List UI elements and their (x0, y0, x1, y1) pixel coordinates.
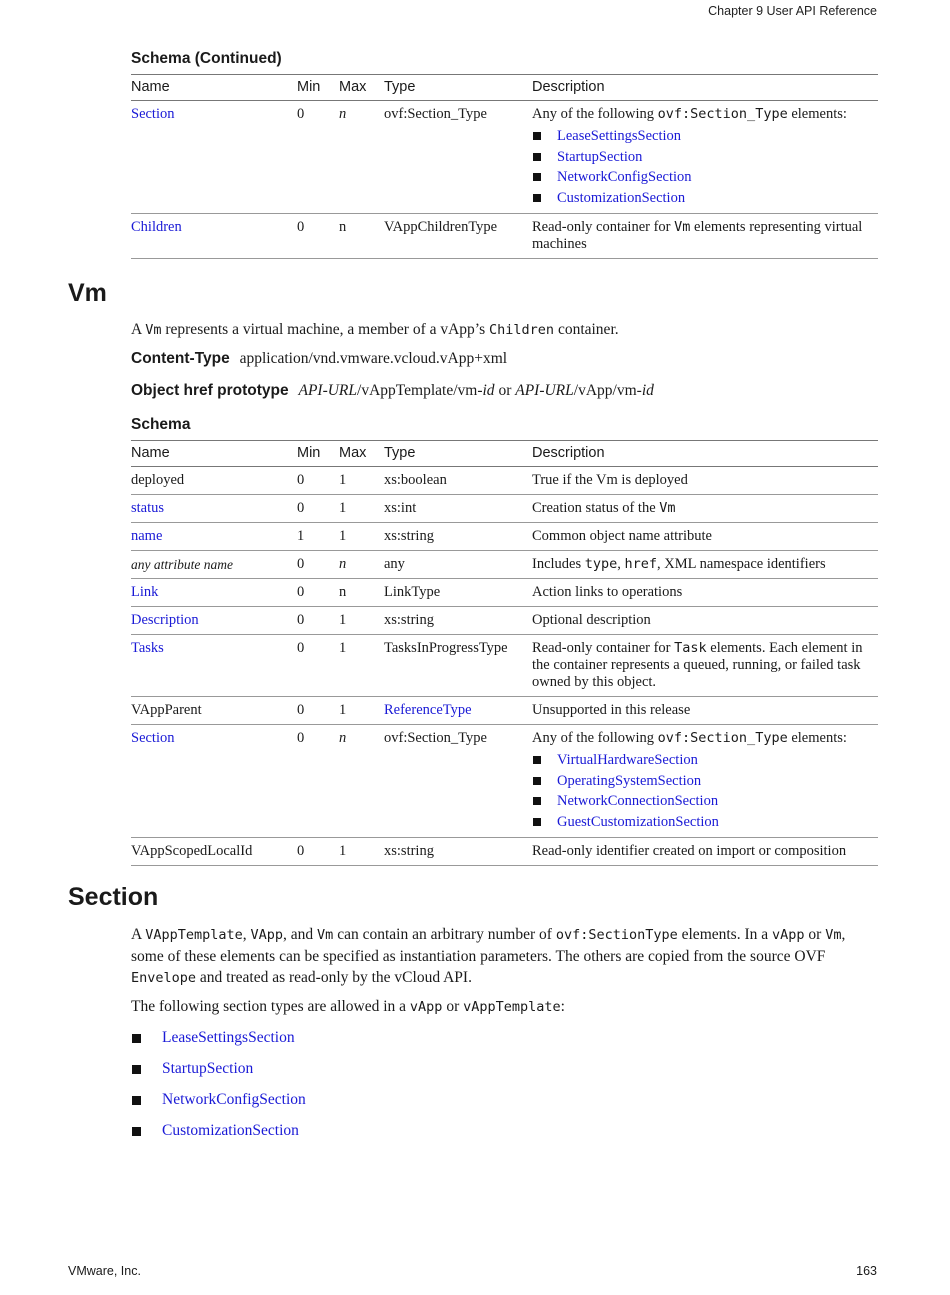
list-item (532, 126, 878, 147)
section-type-list (532, 126, 878, 208)
col-max: Max (339, 441, 384, 467)
cell-description: Any of the following ovf:Section_Type elements: LeaseSettingsSection StartupSection NetworkConfigSection CustomizationSection (532, 101, 878, 214)
cell-description: True if the Vm is deployed (532, 467, 878, 495)
cell-min: 0 (297, 697, 339, 725)
table-header-row (131, 75, 878, 101)
status-link[interactable]: status (131, 500, 165, 516)
cell-name: VAppParent (131, 697, 297, 725)
startup-section-link[interactable]: StartupSection (162, 1060, 254, 1077)
cell-max: 1 (339, 838, 384, 866)
cell-max: n (339, 101, 384, 214)
cell-max: n (339, 551, 384, 579)
section-link[interactable]: Section (131, 730, 175, 746)
cell-max: 1 (339, 697, 384, 725)
list-item (532, 812, 878, 833)
section-types-list-wrap (131, 1028, 878, 1152)
customization-section-link[interactable]: CustomizationSection (162, 1122, 299, 1139)
cell-min: 0 (297, 838, 339, 866)
cell-description: Read-only container for Vm elements representing virtual machines (532, 214, 878, 259)
href-prototype-row (131, 382, 878, 400)
network-connection-section-link[interactable]: NetworkConnectionSection (557, 793, 719, 809)
section-paragraph-2: The following section types are allowed in a vApp or vAppTemplate: (131, 998, 565, 1015)
table-row (131, 838, 878, 866)
table-row (131, 607, 878, 635)
list-item (131, 1090, 878, 1121)
cell-max: 1 (339, 523, 384, 551)
table-row (131, 467, 878, 495)
col-name: Name (131, 441, 297, 467)
cell-type: xs:int (384, 495, 532, 523)
cell-description: Optional description (532, 607, 878, 635)
table-row (131, 214, 878, 259)
cell-type: xs:boolean (384, 467, 532, 495)
list-item (532, 791, 878, 812)
customization-section-link[interactable]: CustomizationSection (557, 189, 686, 206)
cell-name: VAppScopedLocalId (131, 838, 297, 866)
vm-schema-table (131, 440, 878, 866)
cell-type: ovf:Section_Type (384, 101, 532, 214)
cell-description: Any of the following ovf:Section_Type elements: VirtualHardwareSection OperatingSystemSection NetworkConnectionSection GuestCustomizationSection (532, 725, 878, 838)
cell-type: LinkType (384, 579, 532, 607)
virtual-hardware-section-link[interactable]: VirtualHardwareSection (557, 752, 698, 768)
table-row (131, 523, 878, 551)
network-config-section-link[interactable]: NetworkConfigSection (557, 169, 692, 185)
lease-settings-section-link[interactable]: LeaseSettingsSection (162, 1029, 295, 1046)
section-paragraph-1: A VAppTemplate, VApp, and Vm can contain an arbitrary number of ovf:SectionType elements. In a vApp or Vm, some of these elements can be specified as instantiation parameters. The others are copied from the source OVF Envelope and treated as read-only by the vCloud API. (131, 926, 846, 986)
list-item (532, 771, 878, 792)
cell-type: TasksInProgressType (384, 635, 532, 697)
table-row (131, 725, 878, 838)
lease-settings-section-link[interactable]: LeaseSettingsSection (557, 128, 682, 144)
link-link[interactable]: Link (131, 584, 159, 600)
cell-max: 1 (339, 635, 384, 697)
cell-name: any attribute name (131, 551, 297, 579)
section-link[interactable]: Section (131, 106, 175, 122)
col-description: Description (532, 441, 878, 467)
cell-name: deployed (131, 467, 297, 495)
cell-min: 0 (297, 467, 339, 495)
content-type-label: Content-Type (131, 350, 230, 367)
cell-min: 0 (297, 101, 339, 214)
children-link[interactable]: Children (131, 219, 182, 235)
cell-description: Action links to operations (532, 579, 878, 607)
cell-max: 1 (339, 467, 384, 495)
cell-type: xs:string (384, 523, 532, 551)
startup-section-link[interactable]: StartupSection (557, 148, 643, 165)
table-row (131, 697, 878, 725)
description-link[interactable]: Description (131, 612, 199, 628)
schema-continued-title: Schema (Continued) (131, 50, 282, 67)
cell-description: Read-only container for Task elements. Each element in the container represents a queued, running, or failed task owned by this object. (532, 635, 878, 697)
list-item (532, 147, 878, 168)
vm-section-type-list (532, 750, 878, 832)
vm-intro: A Vm represents a virtual machine, a member of a vApp’s Children container. (131, 321, 619, 338)
cell-max: 1 (339, 495, 384, 523)
href-prototype-label: Object href prototype (131, 382, 289, 399)
table-row (131, 551, 878, 579)
cell-min: 0 (297, 214, 339, 259)
cell-description: Common object name attribute (532, 523, 878, 551)
cell-description: Creation status of the Vm (532, 495, 878, 523)
table-row (131, 579, 878, 607)
cell-min: 0 (297, 495, 339, 523)
col-type: Type (384, 441, 532, 467)
col-min: Min (297, 75, 339, 101)
cell-min: 0 (297, 551, 339, 579)
cell-max: 1 (339, 607, 384, 635)
cell-type: ovf:Section_Type (384, 725, 532, 838)
footer-company: VMware, Inc. (68, 1264, 141, 1278)
cell-max: n (339, 725, 384, 838)
cell-min: 1 (297, 523, 339, 551)
operating-system-section-link[interactable]: OperatingSystemSection (557, 772, 702, 789)
cell-max: n (339, 214, 384, 259)
cell-min: 0 (297, 579, 339, 607)
content-type-row (131, 350, 878, 368)
cell-description: Includes type, href, XML namespace identifiers (532, 551, 878, 579)
section-types-list (131, 1028, 878, 1152)
cell-type: xs:string (384, 607, 532, 635)
tasks-link[interactable]: Tasks (131, 640, 164, 656)
col-min: Min (297, 441, 339, 467)
table-header-row (131, 441, 878, 467)
list-item (532, 188, 878, 209)
page-number: 163 (856, 1264, 877, 1278)
cell-description: Read-only identifier created on import or composition (532, 838, 878, 866)
section-heading: Section (68, 883, 159, 911)
cell-min: 0 (297, 635, 339, 697)
vm-schema-title: Schema (131, 416, 191, 433)
cell-max: n (339, 579, 384, 607)
list-item (532, 750, 878, 771)
cell-min: 0 (297, 607, 339, 635)
cell-min: 0 (297, 725, 339, 838)
table-row (131, 495, 878, 523)
list-item (131, 1028, 878, 1059)
schema-continued-table-wrap (131, 74, 878, 259)
table-row (131, 101, 878, 214)
cell-description: Unsupported in this release (532, 697, 878, 725)
cell-type: xs:string (384, 838, 532, 866)
vm-schema-table-wrap (131, 440, 878, 866)
href-prototype-value: API-URL/vAppTemplate/vm-id or API-URL/vApp/vm-id (298, 382, 654, 399)
list-item (131, 1121, 878, 1152)
guest-customization-section-link[interactable]: GuestCustomizationSection (557, 813, 719, 830)
table-row (131, 635, 878, 697)
schema-continued-table (131, 74, 878, 259)
list-item (131, 1059, 878, 1090)
reference-type-link[interactable]: ReferenceType (384, 702, 472, 718)
col-name: Name (131, 75, 297, 101)
vm-heading: Vm (68, 279, 107, 307)
running-head: Chapter 9 User API Reference (708, 4, 877, 18)
col-max: Max (339, 75, 384, 101)
cell-type: VAppChildrenType (384, 214, 532, 259)
col-description: Description (532, 75, 878, 101)
list-item (532, 167, 878, 188)
col-type: Type (384, 75, 532, 101)
name-link[interactable]: name (131, 528, 163, 544)
content-type-value: application/vnd.vmware.vcloud.vApp+xml (239, 350, 508, 367)
network-config-section-link[interactable]: NetworkConfigSection (162, 1091, 306, 1108)
cell-type: any (384, 551, 532, 579)
